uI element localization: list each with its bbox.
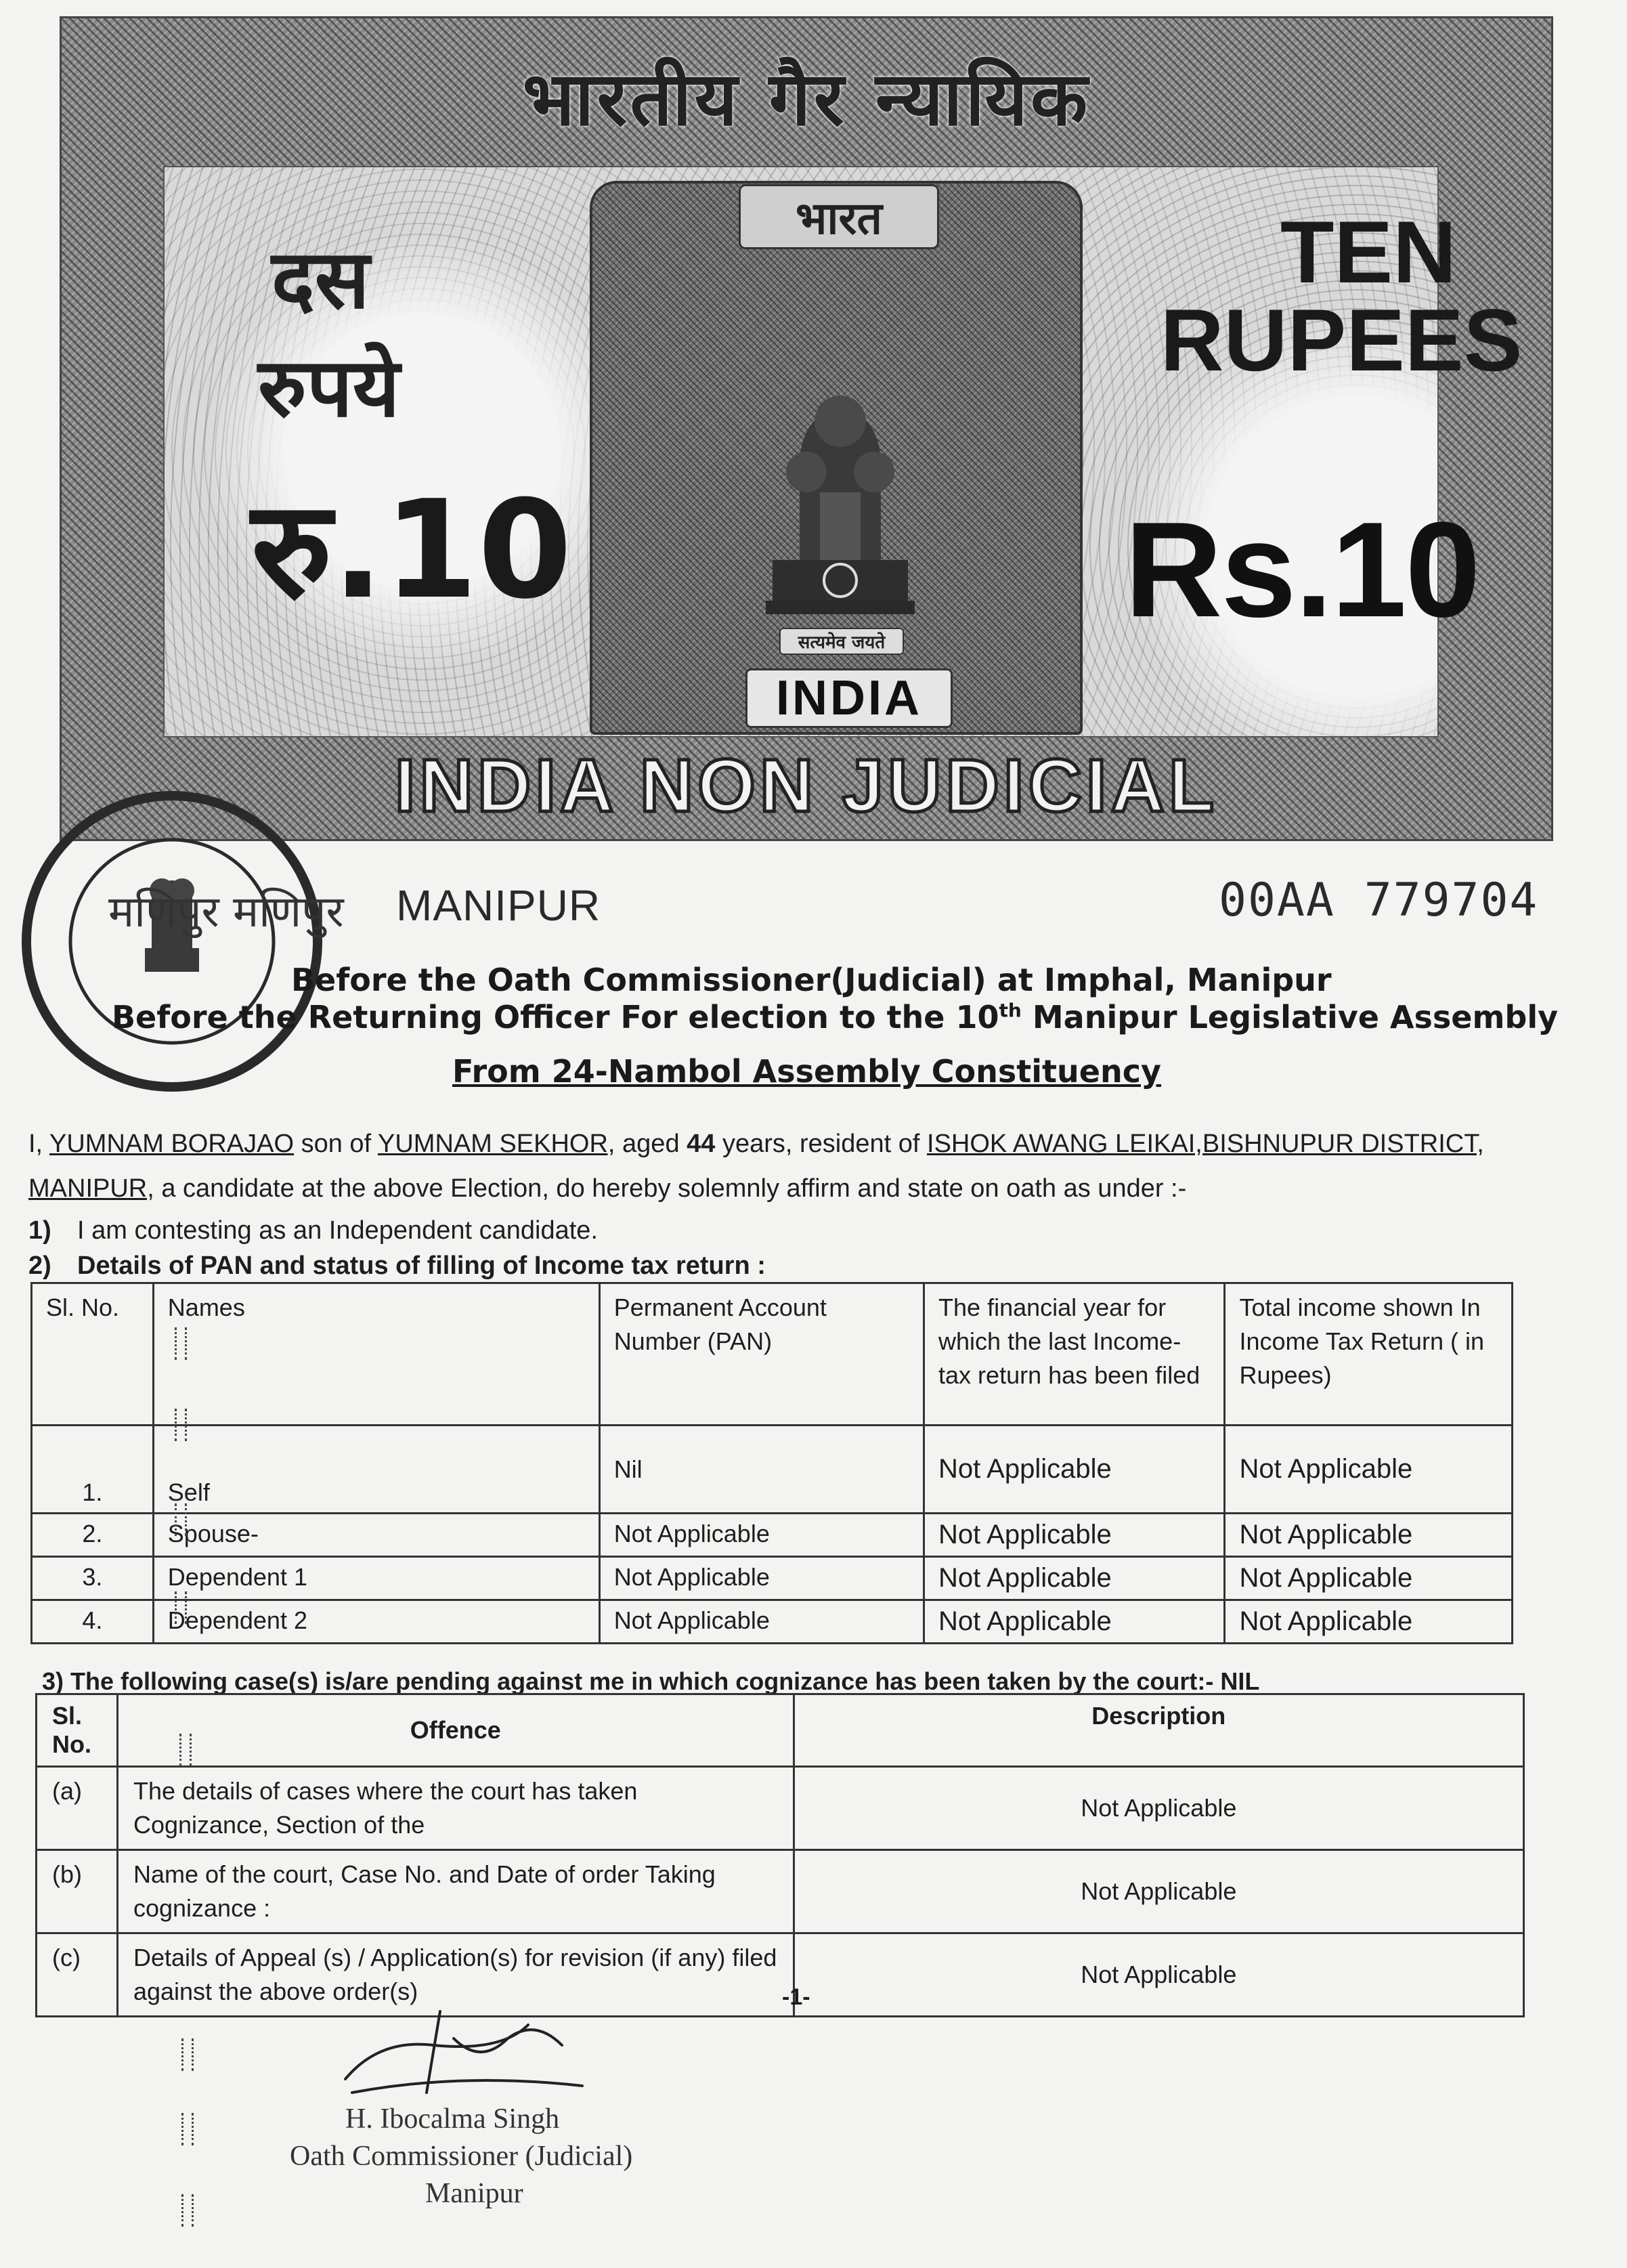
staple-mark (175, 1327, 187, 1360)
heading-oath-commissioner: Before the Oath Commissioner(Judicial) at Imphal, Manipur (291, 962, 1332, 998)
table-cell: Not Applicable (599, 1600, 924, 1644)
staple-mark (181, 2194, 194, 2227)
table-header-row (32, 1283, 1513, 1426)
affidavit-item-2: 2) Details of PAN and status of filling of Income tax return : (28, 1251, 766, 1280)
table-row (32, 1557, 1513, 1600)
table-cell: Not Applicable (599, 1514, 924, 1557)
state-name-english: MANIPUR (396, 881, 601, 930)
father-name: YUMNAM SEKHOR, (378, 1130, 615, 1158)
table-cell: Not Applicable (794, 1933, 1523, 2017)
table-row (37, 1850, 1524, 1933)
stamp-bharat-label: भारत (739, 184, 939, 249)
column-header: Permanent Account Number (PAN) (599, 1283, 924, 1426)
stamp-country-label: INDIA (745, 668, 953, 728)
signatory-title: Oath Commissioner (Judicial) (290, 2141, 633, 2172)
table-cell: Not Applicable (794, 1767, 1523, 1850)
table-cell: Dependent 2 (153, 1600, 599, 1644)
stamp-paper (60, 16, 1553, 841)
column-header: Offence (117, 1694, 794, 1767)
table-row (32, 1426, 1513, 1514)
candidate-name: YUMNAM BORAJAO (49, 1130, 295, 1158)
table-cell: Name of the court, Case No. and Date of order Taking cognizance : (117, 1850, 794, 1933)
column-header: Sl. No. (32, 1283, 154, 1426)
table-cell: Not Applicable (1225, 1600, 1513, 1644)
signature-scrawl-icon (325, 1998, 609, 2113)
table-cell: Not Applicable (794, 1850, 1523, 1933)
affidavit-intro-line1: I, YUMNAM BORAJAO son of YUMNAM SEKHOR, aged 44 years, resident of ISHOK AWANG LEIKAI,BISHNUPUR DISTRICT, (28, 1130, 1484, 1158)
stamp-motto: सत्यमेव जयते (779, 628, 904, 655)
table-cell: 3. (32, 1557, 154, 1600)
table-row (37, 1933, 1524, 2017)
table-cell: 2. (32, 1514, 154, 1557)
table-cell: Not Applicable (924, 1514, 1225, 1557)
table-cell: Not Applicable (1225, 1426, 1513, 1514)
stamp-hindi-amount-line1: दस (272, 233, 370, 327)
column-header: The financial year for which the last Income-tax return has been filed (924, 1283, 1225, 1426)
table-cell: Not Applicable (1225, 1514, 1513, 1557)
affidavit-item-1: 1) I am contesting as an Independent candidate. (28, 1216, 598, 1245)
staple-mark (181, 2113, 194, 2145)
staple-mark (175, 1591, 187, 1624)
signatory-name: H. Ibocalma Singh (345, 2103, 560, 2135)
column-header: Names (153, 1283, 599, 1426)
table-cell: Dependent 1 (153, 1557, 599, 1600)
candidate-age: 44 (687, 1130, 716, 1158)
stamp-hindi-value: रु.10 (251, 471, 572, 629)
signatory-place: Manipur (425, 2178, 523, 2209)
table-cell: Details of Appeal (s) / Application(s) for revision (if any) filed against the above order(s) (117, 1933, 794, 2017)
table-cell: (b) (37, 1850, 118, 1933)
table-cell: The details of cases where the court has taken Cognizance, Section of the (117, 1767, 794, 1850)
table-row (32, 1514, 1513, 1557)
stamp-hindi-amount-line2: रुपये (258, 341, 400, 435)
table-cell: Not Applicable (924, 1557, 1225, 1600)
table-cell: Not Applicable (1225, 1557, 1513, 1600)
candidate-address: ISHOK AWANG LEIKAI,BISHNUPUR DISTRICT, (927, 1130, 1484, 1158)
table-cell: Spouse- (153, 1514, 599, 1557)
staple-mark (175, 1503, 187, 1536)
pending-cases-heading: 3) The following case(s) is/are pending against me in which cognizance has been taken by the court:- NIL (42, 1667, 1260, 1695)
stamp-serial-number: 00AA 779704 (1219, 874, 1539, 927)
table-cell: Self (153, 1426, 599, 1514)
office-seal-icon (9, 779, 334, 1104)
stamp-english-amount-line1: TEN (1280, 202, 1456, 301)
table-cell: 1. (32, 1426, 154, 1514)
ashoka-emblem-icon (759, 357, 921, 641)
staple-mark (175, 1409, 187, 1441)
staple-mark (179, 1734, 192, 1766)
staple-mark (181, 2038, 194, 2071)
table-cell: 4. (32, 1600, 154, 1644)
table-cell: (c) (37, 1933, 118, 2017)
column-header: Sl. No. (37, 1694, 118, 1767)
table-cell: Not Applicable (924, 1426, 1225, 1514)
stamp-english-value: Rs.10 (1125, 494, 1479, 645)
table-cell: Not Applicable (599, 1557, 924, 1600)
stamp-banner-english: INDIA NON JUDICIAL (394, 744, 1219, 828)
page-number: -1- (782, 1984, 810, 2010)
heading-constituency: From 24-Nambol Assembly Constituency (452, 1053, 1161, 1090)
column-header: Total income shown In Income Tax Return ( in Rupees) (1225, 1283, 1513, 1426)
table-cell: (a) (37, 1767, 118, 1850)
table-row (37, 1767, 1524, 1850)
stamp-banner-hindi: भारतीय गैर न्यायिक (522, 56, 1091, 142)
table-cell: Not Applicable (924, 1600, 1225, 1644)
table-header-row (37, 1694, 1524, 1767)
affidavit-intro-line2: MANIPUR, a candidate at the above Election, do hereby solemnly affirm and state on oath as under :- (28, 1174, 1187, 1203)
state-name-hindi: मणिपुर मणिपुर (108, 887, 344, 937)
heading-returning-officer: Before the Returning Officer For election to the 10th Manipur Legislative Assembly (112, 999, 1559, 1035)
stamp-english-amount-line2: RUPEES (1160, 291, 1523, 389)
table-cell: Nil (599, 1426, 924, 1514)
column-header: Description (794, 1694, 1523, 1767)
table-row (32, 1600, 1513, 1644)
pan-details-table (30, 1282, 1513, 1644)
pending-cases-table (35, 1693, 1525, 2017)
